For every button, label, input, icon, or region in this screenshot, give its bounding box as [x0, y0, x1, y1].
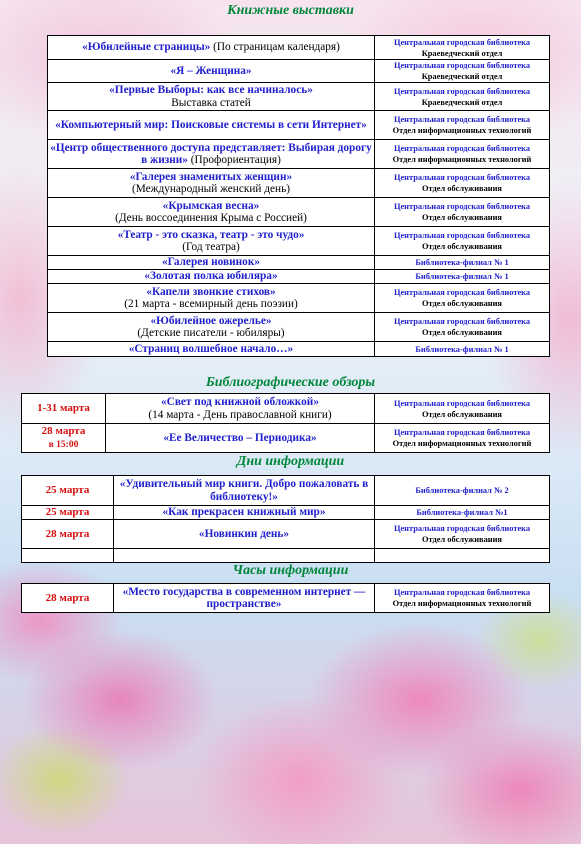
event-title: «Я – Женщина»	[170, 64, 252, 77]
library-department: Краеведческий отдел	[421, 48, 503, 58]
exhibition-row	[48, 227, 550, 256]
event-title: «Новинкин день»	[198, 527, 290, 540]
library-cell	[375, 169, 550, 198]
event-cell	[114, 476, 375, 506]
event-title: «Золотая полка юбиляра»	[144, 270, 278, 283]
event-cell	[48, 169, 375, 198]
date-cell: 28 марта	[22, 584, 114, 613]
library-name: Центральная городская библиотека	[393, 86, 531, 96]
library-name: Центральная городская библиотека	[393, 588, 531, 597]
library-department: Отдел обслуживания	[422, 409, 502, 419]
event-cell	[48, 60, 375, 83]
event-cell	[48, 111, 375, 140]
exhibition-row	[48, 256, 550, 270]
library-cell	[375, 506, 550, 520]
info-hours-table	[21, 583, 550, 613]
event-cell	[48, 36, 375, 60]
event-title: «Компьютерный мир: Поисковые системы в сети Интернет»	[55, 118, 367, 131]
event-title: «Галерея знаменитых женщин»	[129, 170, 293, 183]
exhibition-row	[48, 36, 550, 60]
event-cell	[48, 140, 375, 169]
exhibition-row	[48, 140, 550, 169]
event-date: 1-31 марта	[37, 402, 90, 415]
library-name: Центральная городская библиотека	[393, 61, 531, 70]
library-department: Отдел информационных технологий	[392, 599, 532, 608]
library-department: Отдел информационных технологий	[392, 439, 532, 448]
library-cell	[375, 394, 550, 424]
info-hour-row	[22, 584, 550, 613]
section-title-info-days: Дни информации	[236, 454, 345, 469]
library-name: Центральная городская библиотека	[393, 231, 531, 240]
library-cell	[375, 549, 550, 563]
event-cell	[114, 584, 375, 613]
event-cell	[114, 520, 375, 549]
info-days-table	[21, 475, 550, 563]
event-subtitle: Выставка статей	[171, 96, 251, 109]
event-cell	[48, 342, 375, 357]
library-department: Отдел обслуживания	[422, 299, 502, 308]
exhibition-row	[48, 169, 550, 198]
event-title: «Свет под книжной обложкой»	[161, 396, 319, 408]
event-title: «Капели звонкие стихов»	[146, 285, 276, 298]
event-title: «Театр - это сказка, театр - это чудо»	[117, 228, 305, 241]
library-name: Центральная городская библиотека	[393, 288, 531, 297]
event-subtitle: (Год театра)	[182, 241, 240, 253]
event-cell	[106, 424, 375, 453]
library-cell	[375, 60, 550, 83]
event-date: 28 марта	[41, 425, 86, 437]
date-cell: 25 марта	[22, 506, 114, 520]
library-branch: Библиотека-филиал № 1	[415, 258, 509, 267]
library-branch: Библиотека-филиал №1	[416, 508, 508, 517]
event-time: в 15:00	[48, 439, 79, 450]
library-name: Центральная городская библиотека	[393, 115, 531, 124]
event-title: «Первые Выборы: как все начиналось»	[109, 84, 313, 96]
event-title: «Центр общественного доступа представляет: Выбирая дорогу в жизни»	[50, 141, 372, 166]
event-subtitle: (14 марта - День православной книги)	[148, 408, 332, 421]
library-branch: Библиотека-филиал № 1	[415, 272, 509, 281]
library-department: Отдел обслуживания	[422, 535, 502, 544]
library-cell	[375, 111, 550, 140]
library-name: Центральная городская библиотека	[393, 37, 531, 47]
library-cell	[375, 476, 550, 506]
library-cell	[375, 270, 550, 284]
event-subtitle: (Детские писатели - юбиляры)	[137, 327, 285, 339]
section-title-exhibitions: Книжные выставки	[227, 3, 354, 18]
library-cell	[375, 227, 550, 256]
library-cell	[375, 584, 550, 613]
library-department: Отдел информационных технологий	[392, 155, 532, 164]
library-department: Отдел информационных технологий	[392, 126, 532, 135]
library-department: Отдел обслуживания	[422, 242, 502, 251]
library-department: Краеведческий отдел	[421, 72, 503, 81]
event-title: «Страниц волшебное начало…»	[128, 342, 294, 355]
review-row	[22, 394, 550, 424]
info-day-row	[22, 506, 550, 520]
event-title: «Удивительный мир книги. Добро пожаловать в библиотеку!»	[119, 478, 369, 503]
exhibition-row	[48, 60, 550, 83]
library-branch: Библиотека-филиал № 1	[415, 344, 509, 354]
date-cell: 25 марта	[22, 476, 114, 506]
library-cell	[375, 342, 550, 357]
exhibition-row	[48, 313, 550, 342]
library-name: Центральная городская библиотека	[393, 428, 531, 437]
info-day-row	[22, 549, 550, 563]
library-cell	[375, 83, 550, 111]
review-row	[22, 424, 550, 453]
library-department: Отдел обслуживания	[422, 328, 502, 337]
library-cell	[375, 313, 550, 342]
library-cell	[375, 284, 550, 313]
event-title: «Крымская весна»	[162, 199, 260, 212]
exhibition-row	[48, 284, 550, 313]
library-name: Центральная городская библиотека	[393, 202, 531, 211]
library-department: Отдел обслуживания	[422, 184, 502, 193]
event-cell	[48, 256, 375, 270]
exhibition-row	[48, 111, 550, 140]
library-department: Краеведческий отдел	[421, 97, 503, 107]
library-name: Центральная городская библиотека	[393, 524, 531, 533]
exhibition-row	[48, 270, 550, 284]
date-cell	[22, 549, 114, 563]
event-title: «Юбилейное ожерелье»	[150, 314, 272, 327]
library-branch: Библиотека-филиал № 2	[415, 486, 509, 495]
library-name: Центральная городская библиотека	[393, 144, 531, 153]
event-cell	[114, 549, 375, 563]
library-department: Отдел обслуживания	[422, 213, 502, 222]
info-day-row	[22, 520, 550, 549]
library-name: Центральная городская библиотека	[393, 173, 531, 182]
event-cell	[48, 227, 375, 256]
library-cell	[375, 140, 550, 169]
event-title: «Место государства в современном интернет — пространстве»	[122, 585, 366, 610]
exhibition-row	[48, 342, 550, 357]
library-cell	[375, 256, 550, 270]
event-cell	[48, 198, 375, 227]
event-cell	[106, 394, 375, 424]
event-subtitle: (По страницам календаря)	[210, 41, 340, 54]
exhibitions-table	[47, 35, 550, 357]
reviews-table	[21, 393, 550, 453]
event-cell	[114, 506, 375, 520]
library-name: Центральная городская библиотека	[393, 398, 531, 408]
event-cell	[48, 313, 375, 342]
event-subtitle: (Международный женский день)	[131, 183, 290, 195]
event-subtitle: (Профориентация)	[187, 154, 281, 166]
exhibition-row	[48, 83, 550, 111]
library-cell	[375, 36, 550, 60]
event-title: «Как прекрасен книжный мир»	[162, 506, 326, 519]
date-cell	[22, 424, 106, 453]
library-cell	[375, 198, 550, 227]
library-cell	[375, 520, 550, 549]
event-title: «Галерея новинок»	[162, 256, 260, 269]
event-cell	[48, 270, 375, 284]
date-cell	[22, 394, 106, 424]
section-title-info-hours: Часы информации	[232, 563, 349, 578]
event-subtitle: (День воссоединения Крыма с Россией)	[115, 212, 307, 224]
section-title-reviews: Библиографические обзоры	[205, 375, 376, 390]
event-subtitle: (21 марта - всемирный день поэзии)	[124, 298, 298, 310]
library-cell	[375, 424, 550, 453]
event-cell	[48, 284, 375, 313]
date-cell: 28 марта	[22, 520, 114, 549]
event-title: «Ее Величество – Периодика»	[163, 431, 317, 444]
event-title: «Юбилейные страницы»	[82, 41, 211, 54]
exhibition-row	[48, 198, 550, 227]
event-cell	[48, 83, 375, 111]
library-name: Центральная городская библиотека	[393, 317, 531, 326]
info-day-row	[22, 476, 550, 506]
